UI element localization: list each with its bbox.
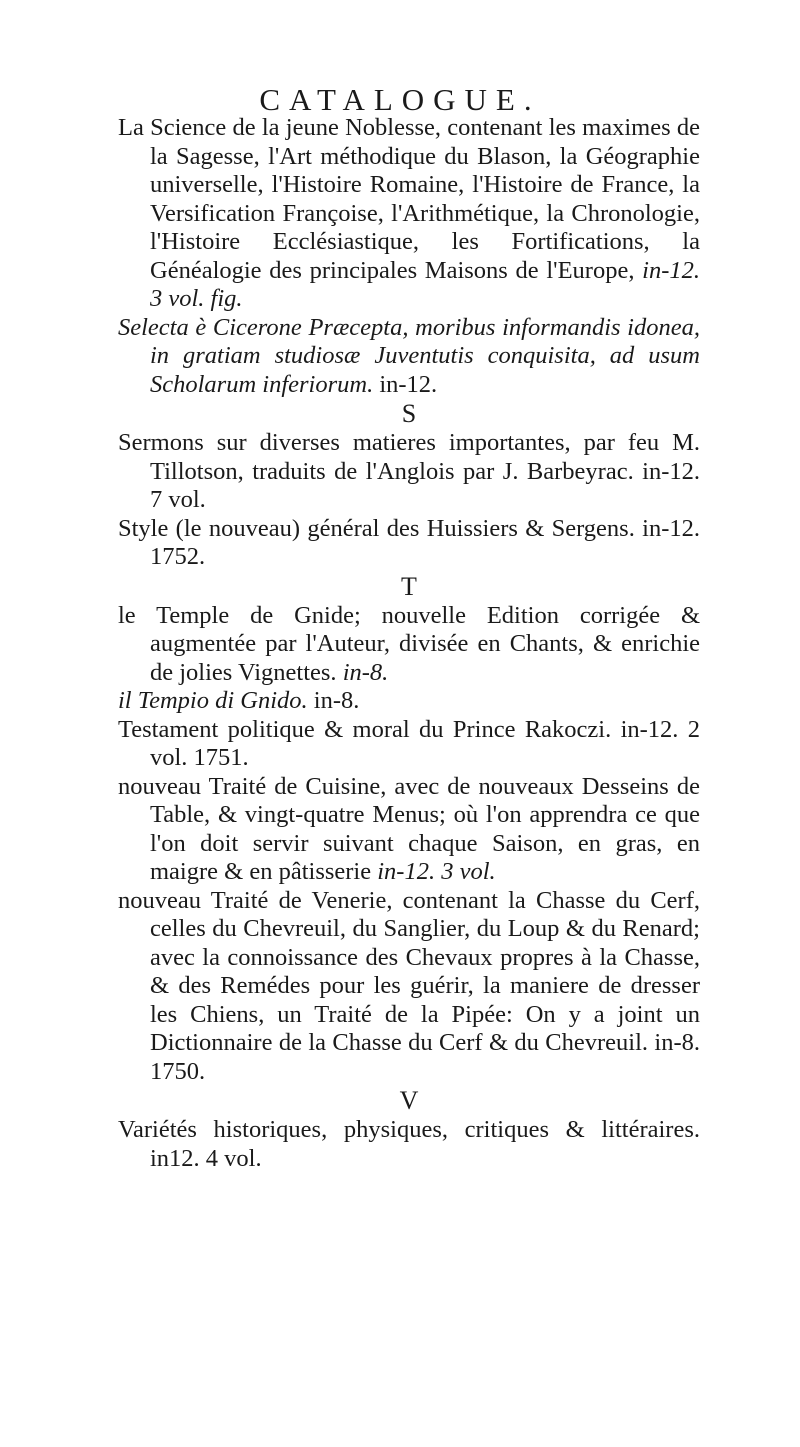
entry-selecta-cicerone — [118, 314, 700, 400]
entry-testament-rakoczi — [118, 716, 700, 773]
entry-format: in-12. 7 vol. — [150, 457, 701, 513]
entry-text: Testament politique & moral du Prince Rakoczi. — [118, 715, 612, 743]
entry-format: in-12. 3 vol. — [377, 858, 496, 885]
entry-varietes — [118, 1116, 700, 1173]
entry-text: il Tempio di Gnido. — [118, 687, 308, 714]
entry-format: in-8. — [313, 687, 360, 714]
entry-traite-venerie — [118, 887, 700, 1087]
entry-text: La Science de la jeune Noblesse, contenant les maximes de la Sagesse, l'Art méthodique du Blason, la Géographie universelle, l'Histoire Romaine, l'Histoire de France, la Versification Françoise, l'Arithmétique, la Chronologie, l'Histoire Ecclésiastique, les Fortifications, la Généalogie des principales Maisons de l'Europe, — [118, 114, 700, 284]
entry-traite-cuisine — [118, 773, 700, 887]
entry-text: Variétés historiques, physiques, critiques & littéraires. — [118, 1116, 700, 1143]
entry-temple-gnide — [118, 602, 700, 688]
entry-text: Sermons sur diverses matieres importantes, par feu M. Tillotson, traduits de l'Anglois par J. Barbeyrac. — [118, 429, 700, 485]
entry-text: nouveau Traité de Cuisine, avec de nouveaux Desseins de Table, & vingt-quatre Menus; où l'on apprendra ce que l'on doit servir suivant chaque Saison, en gras, en maigre & en pâtisserie — [118, 772, 700, 885]
catalogue-entries — [118, 114, 700, 1173]
running-head: CATALOGUE. — [259, 82, 541, 117]
entry-text: Selecta è Cicerone Præcepta, moribus informandis idonea, in gratiam studiosæ Juventutis conquisita, ad usum Scholarum inferiorum. — [118, 313, 700, 398]
entry-text: Style (le nouveau) général des Huissiers & Sergens. — [118, 514, 635, 542]
entry-style-huissiers — [118, 515, 700, 572]
entry-format: in-8. — [342, 658, 389, 686]
entry-format: in-12. 2 vol. 1751. — [150, 715, 701, 771]
entry-format: in-8. 1750. — [150, 1029, 701, 1085]
entry-format: in12. 4 vol. — [150, 1144, 262, 1172]
entry-text: le Temple de Gnide; nouvelle Edition corrigée & augmentée par l'Auteur, divisée en Chants, & enrichie de jolies Vignettes. — [118, 601, 700, 686]
section-letter-s: S — [401, 399, 417, 428]
entry-format: in-12. — [379, 370, 438, 398]
entry-science-noblesse — [118, 114, 700, 314]
entry-format: in-12. 3 vol. fig. — [150, 256, 701, 312]
entry-tempio-gnido — [118, 687, 700, 716]
entry-text: nouveau Traité de Venerie, contenant la Chasse du Cerf, celles du Chevreuil, du Sanglier, du Loup & du Renard; avec la connoissance des Chevaux propres à la Chasse, & des Remédes pour les guérir, la maniere de dresser les Chiens, un Traité de la Pipée: On y a joint un Dictionnaire de la Chasse du Cerf & du Chevreuil. — [118, 886, 700, 1056]
entry-sermons-tillotson — [118, 429, 700, 515]
section-letter-v: V — [399, 1086, 419, 1115]
section-letter-t: T — [401, 571, 417, 601]
entry-format: in-12. 1752. — [150, 514, 701, 570]
